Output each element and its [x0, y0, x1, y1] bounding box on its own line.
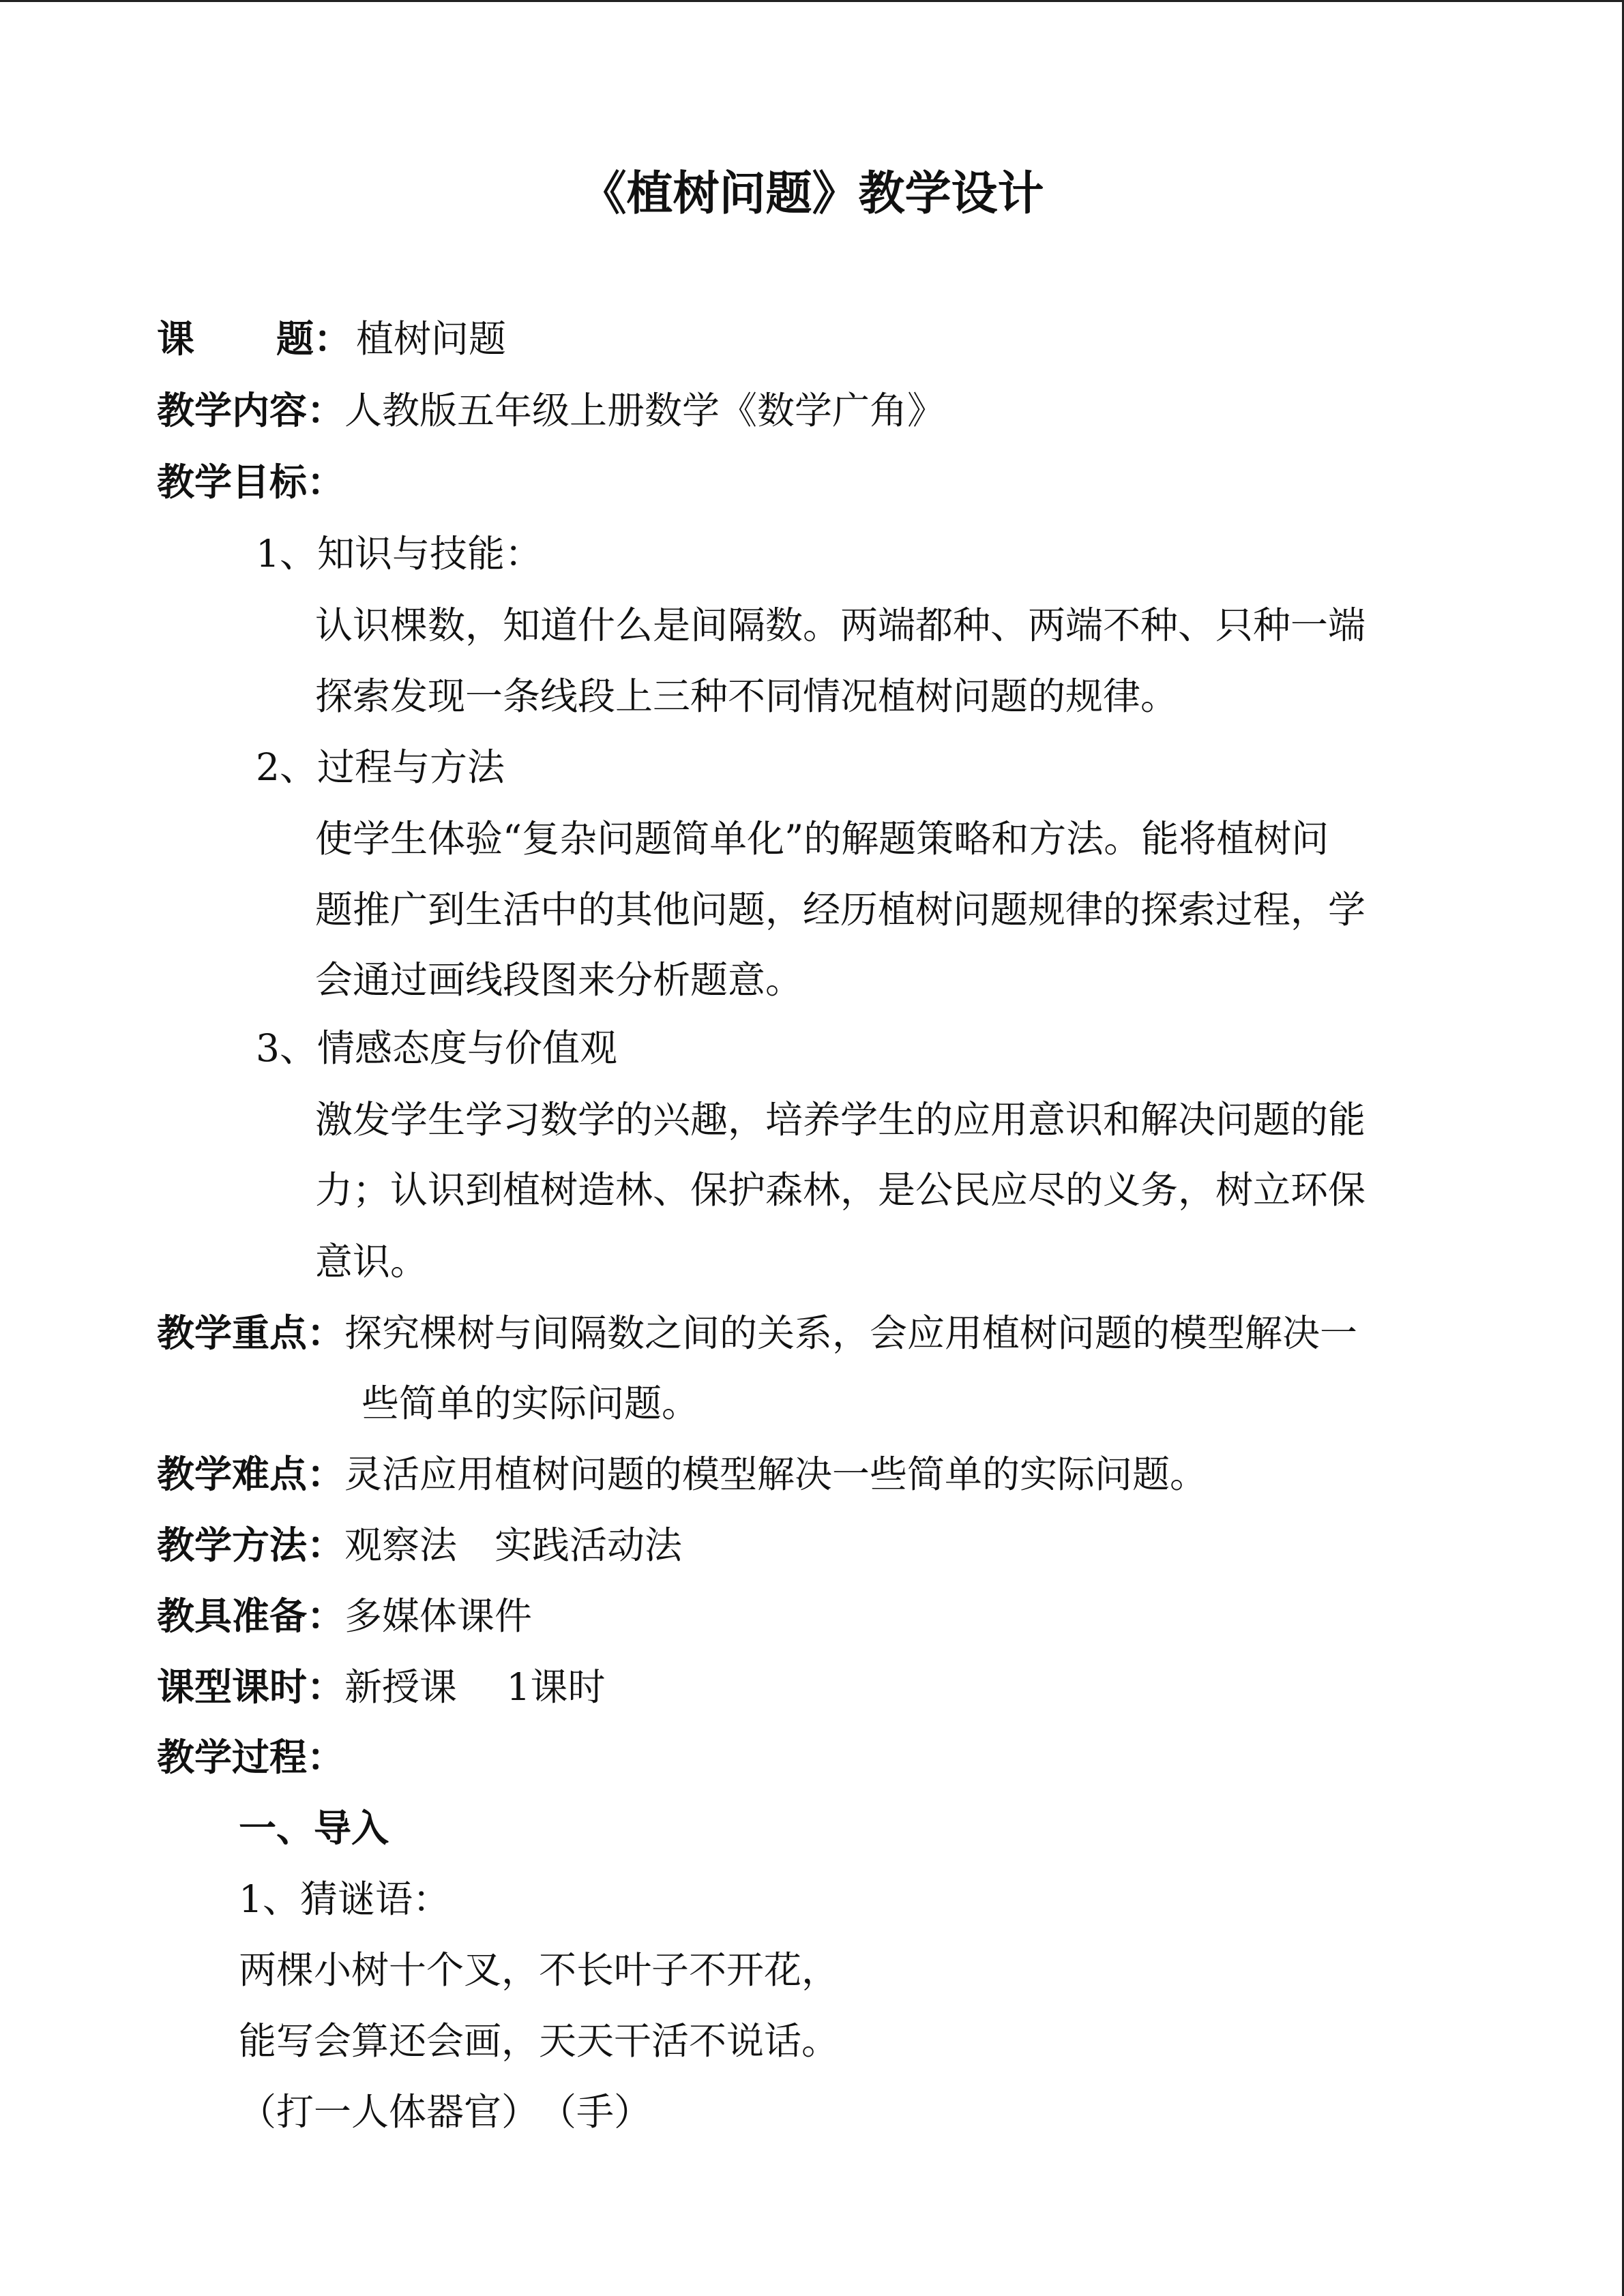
- subject-row: [157, 312, 506, 366]
- tools-value: 多媒体课件: [344, 1594, 533, 1638]
- lesson-type-value: 新授课 1课时: [344, 1665, 606, 1709]
- methods-value: 观察法 实践活动法: [344, 1523, 683, 1567]
- key-points-line-2: 些简单的实际问题。: [361, 1382, 700, 1425]
- objective-1-line-2: 探索发现一条线段上三种不同情况植树问题的规律。: [315, 674, 1179, 718]
- riddle-line-1: 两棵小树十个叉，不长叶子不开花，: [239, 1948, 840, 1992]
- difficulties-value: 灵活应用植树问题的模型解决一些简单的实际问题。: [344, 1452, 1208, 1496]
- document-title: 《植树问题》教学设计: [580, 167, 1044, 221]
- content-label: 教学内容：: [157, 389, 345, 432]
- tools-label: 教具准备：: [157, 1594, 345, 1638]
- objective-3-heading: 3、情感态度与价值观: [256, 1026, 617, 1070]
- objective-3-line-3: 意识。: [315, 1240, 428, 1283]
- difficulties-row: [157, 1447, 1207, 1502]
- subject-label-char1: 课: [157, 317, 195, 361]
- content-row: [157, 383, 945, 438]
- objective-1-line-1: 认识棵数，知道什么是间隔数。两端都种、两端不种、只种一端: [315, 603, 1366, 647]
- subject-value: 植树问题: [356, 317, 507, 361]
- process-label: 教学过程：: [157, 1735, 345, 1779]
- objectives-row: [157, 455, 344, 509]
- methods-row: [157, 1518, 682, 1572]
- subject-label: [157, 312, 356, 366]
- difficulties-label: 教学难点：: [157, 1452, 345, 1496]
- tools-row: [157, 1589, 532, 1643]
- key-points-line-1: 探究棵树与间隔数之间的关系，会应用植树问题的模型解决一: [344, 1311, 1358, 1355]
- objective-2-line-2: 题推广到生活中的其他问题，经历植树问题规律的探索过程，学: [315, 888, 1366, 931]
- objective-2-heading: 2、过程与方法: [256, 745, 505, 789]
- objective-3-line-2: 力；认识到植树造林、保护森林，是公民应尽的义务，树立环保: [315, 1168, 1366, 1212]
- objective-1-heading: 1、知识与技能：: [256, 532, 542, 576]
- content-value: 人教版五年级上册数学《数学广角》: [344, 389, 945, 432]
- process-section-heading: 一、导入: [239, 1806, 389, 1850]
- riddle-answer: （打一人体器官） （手）: [239, 2090, 652, 2134]
- methods-label: 教学方法：: [157, 1523, 345, 1567]
- objective-2-line-1: 使学生体验“复杂问题简单化”的解题策略和方法。能将植树问: [315, 817, 1329, 861]
- objective-2-line-3: 会通过画线段图来分析题意。: [315, 958, 803, 1002]
- process-step-1: 1、猜谜语：: [239, 1877, 450, 1921]
- riddle-line-2: 能写会算还会画，天天干活不说话。: [239, 2019, 840, 2063]
- lesson-type-row: [157, 1660, 606, 1714]
- key-points-row: [157, 1306, 1357, 1360]
- objectives-label: 教学目标：: [157, 460, 345, 504]
- process-row: [157, 1730, 344, 1785]
- lesson-type-label: 课型课时：: [157, 1665, 345, 1709]
- objective-3-line-1: 激发学生学习数学的兴趣，培养学生的应用意识和解决问题的能: [315, 1098, 1366, 1142]
- key-points-label: 教学重点：: [157, 1311, 345, 1355]
- subject-label-char2: 题：: [276, 317, 352, 361]
